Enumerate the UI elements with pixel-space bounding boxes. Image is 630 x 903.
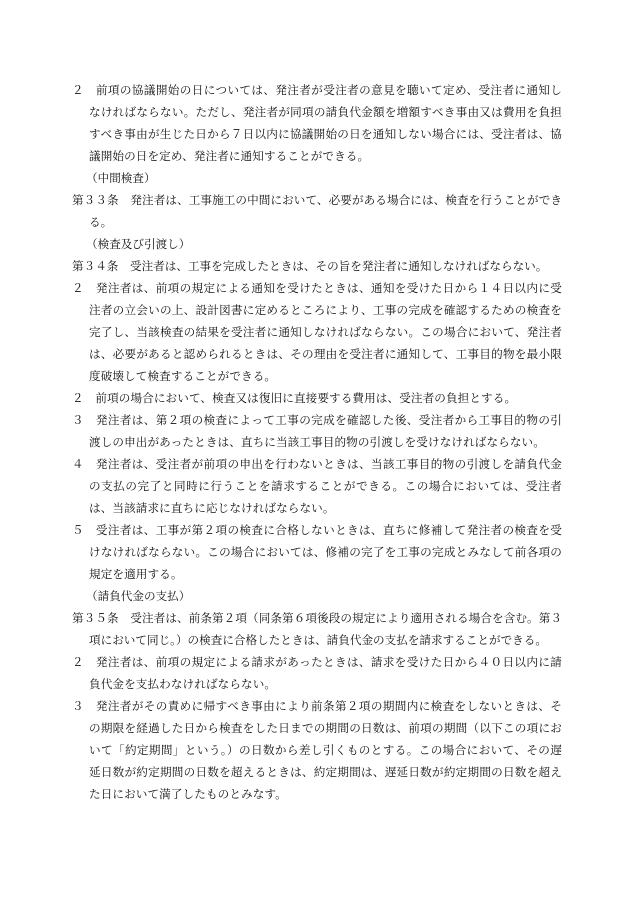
document-body (72, 79, 562, 805)
paragraph-35-2: ２ 発注者は、前項の規定による請求があったときは、請求を受けた日から４０日以内に請負代金を支払わなければならない。 (72, 655, 562, 691)
paragraph-34-2: ２ 発注者は、前項の規定による通知を受けたときは、通知を受けた日から１４日以内に受注者の立会いの上、設計図書に定めるところにより、工事の完成を確認するための検査を完了し、当該検査の結果を受注者に通知しなければならない。この場合において、発注者は、必要があると認められるときは、その理由を受注者に通知して、工事目的物を最小限度破壊して検査することができる。 (72, 281, 562, 383)
article-35: 第３５条 受注者は、前条第２項（同条第６項後段の規定により適用される場合を含む。第３項において同じ。）の検査に合格したときは、請負代金の支払を請求することができる。 (72, 611, 562, 647)
paragraph-34-2b: ２ 前項の場合において、検査又は復旧に直接要する費用は、受注者の負担とする。 (72, 391, 517, 405)
article-33: 第３３条 発注者は、工事施工の中間において、必要がある場合には、検査を行うことができる。 (72, 193, 562, 229)
paragraph-34-5: ５ 受注者は、工事が第２項の検査に合格しないときは、直ちに修補して発注者の検査を受けなければならない。この場合においては、修補の完了を工事の完成とみなして前各項の規定を適用する。 (72, 523, 562, 581)
paragraph-35-3: ３ 発注者がその責めに帰すべき事由により前条第２項の期間内に検査をしないときは、その期限を経過した日から検査をした日までの期間の日数は、前項の期間（以下この項において「約定期間」という。）の日数から差し引くものとする。この場合において、その遅延日数が約定期間の日数を超えるときは、約定期間は、遅延日数が約定期間の日数を超えた日において満了したものとみなす。 (72, 699, 562, 801)
paragraph-34-3: ３ 発注者は、第２項の検査によって工事の完成を確認した後、受注者から工事目的物の引渡しの申出があったときは、直ちに当該工事目的物の引渡しを受けなければならない。 (72, 413, 562, 449)
heading-ukeoi-daikin: （請負代金の支払） (86, 589, 191, 603)
heading-kensa-hikiwatashi: （検査及び引渡し） (86, 237, 191, 251)
paragraph-34-4: ４ 発注者は、受注者が前項の申出を行わないときは、当該工事目的物の引渡しを請負代金の支払の完了と同時に行うことを請求することができる。この場合においては、受注者は、当該請求に直ちに応じなければならない。 (72, 457, 562, 515)
paragraph-32-2: ２ 前項の協議開始の日については、発注者が受注者の意見を聴いて定め、受注者に通知しなければならない。ただし、発注者が同項の請負代金額を増額すべき事由又は費用を負担すべき事由が生じた日から７日以内に協議開始の日を通知しない場合には、受注者は、協議開始の日を定め、発注者に通知することができる。 (72, 83, 562, 163)
article-34: 第３４条 受注者は、工事を完成したときは、その旨を発注者に通知しなければならない。 (72, 259, 548, 273)
heading-chuukan-kensa: （中間検査） (86, 171, 156, 185)
